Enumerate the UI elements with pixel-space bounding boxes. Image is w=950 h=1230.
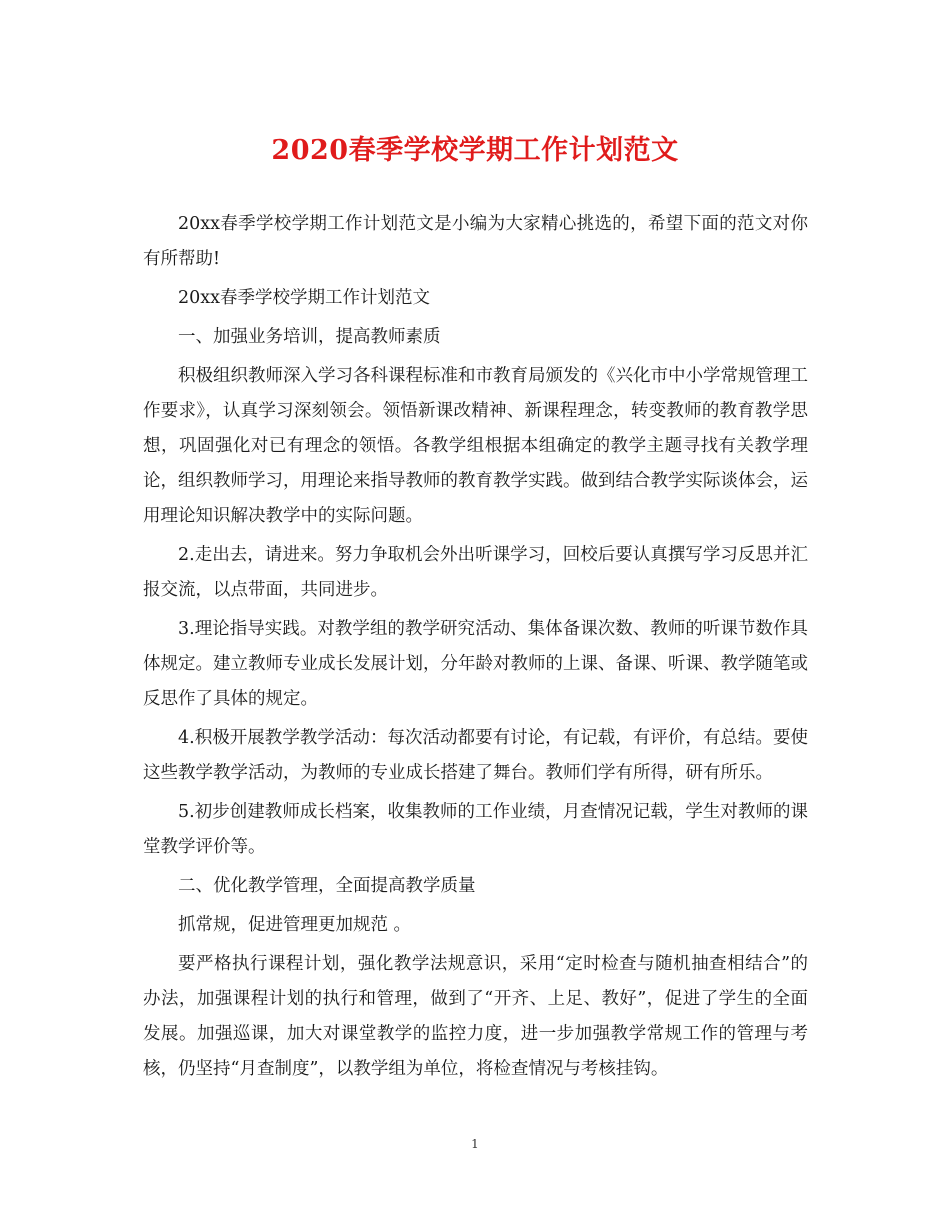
paragraph-study: 积极组织教师深入学习各科课程标准和市教育局颁发的《兴化市中小学常规管理工作要求》，认真学习深刻领会。领悟新课改精神、新课程理念，转变教师的教育教学思想，巩固强化对已有理念的领悟。各教学组根据本组确定的教学主题寻找有关教学理论，组织教师学习，用理论来指导教师的教育教学实践。做到结合教学实际谈体会，运用理论知识解决教学中的实际问题。 bbox=[143, 366, 808, 526]
paragraph-item-2: 2.走出去，请进来。努力争取机会外出听课学习，回校后要认真撰写学习反思并汇报交流，以点带面，共同进步。 bbox=[143, 545, 808, 600]
paragraph-subtitle: 20xx春季学校学期工作计划范文 bbox=[178, 288, 431, 308]
paragraph-intro: 20xx春季学校学期工作计划范文是小编为大家精心挑选的，希望下面的范文对你有所帮助! bbox=[143, 214, 808, 269]
paragraph-curriculum: 要严格执行课程计划，强化教学法规意识，采用“定时检查与随机抽查相结合”的办法，加强课程计划的执行和管理，做到了“开齐、上足、教好”，促进了学生的全面发展。加强巡课，加大对课堂教学的监控力度，进一步加强教学常规工作的管理与考核，仍坚持“月查制度”，以教学组为单位，将检查情况与考核挂钩。 bbox=[143, 954, 808, 1079]
paragraph-item-3: 3.理论指导实践。对教学组的教学研究活动、集体备课次数、教师的听课节数作具体规定。建立教师专业成长发展计划，分年龄对教师的上课、备课、听课、教学随笔或反思作了具体的规定。 bbox=[143, 619, 808, 709]
paragraph-routine: 抓常规，促进管理更加规范 。 bbox=[178, 915, 412, 935]
section-heading-1: 一、加强业务培训，提高教师素质 bbox=[178, 327, 441, 347]
paragraph-item-5: 5.初步创建教师成长档案，收集教师的工作业绩，月查情况记载，学生对教师的课堂教学评价等。 bbox=[143, 802, 808, 857]
document-body bbox=[143, 207, 808, 1091]
section-heading-2: 二、优化教学管理，全面提高教学质量 bbox=[178, 876, 476, 896]
document-title: 2020春季学校学期工作计划范文 bbox=[271, 135, 679, 166]
paragraph-item-4: 4.积极开展教学教学活动：每次活动都要有讨论，有记载，有评价，有总结。要使这些教学教学活动，为教师的专业成长搭建了舞台。教师们学有所得，研有所乐。 bbox=[143, 728, 808, 783]
page-number: 1 bbox=[471, 1137, 479, 1151]
